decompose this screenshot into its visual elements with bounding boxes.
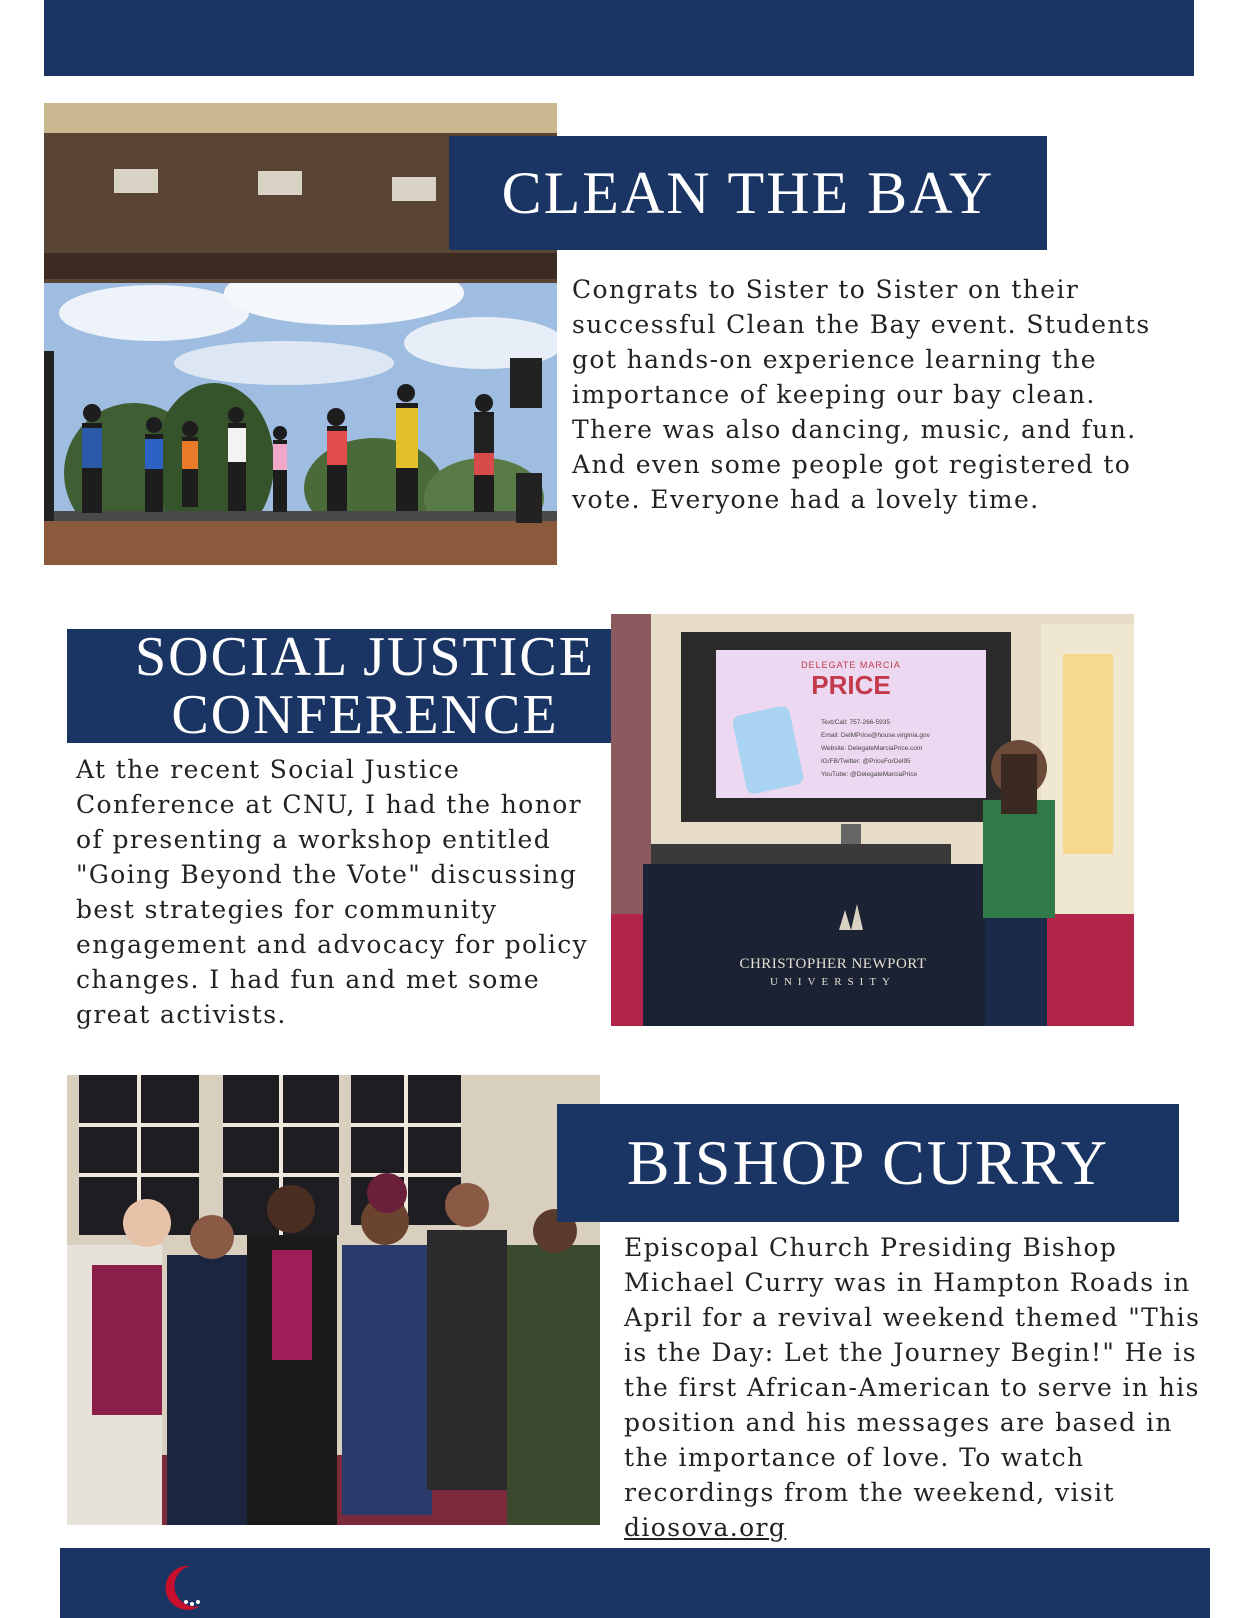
screen-line: Website: DelegateMarciaPrice.com <box>821 745 923 752</box>
footer-banner <box>60 1548 1210 1618</box>
screen-line: YouTube: @DelegateMarciaPrice <box>821 771 918 778</box>
screen-contact-lines <box>821 716 986 781</box>
clean-the-bay-title <box>449 136 1047 250</box>
bishop-curry-body-text: Episcopal Church Presiding Bishop Michael Curry was in Hampton Roads in April for a revival weekend themed "This is the Day: Let the Journey Begin!" He is the first African-American to serve in his position and his messages are based in the importance of love. To watch recordings from the weekend, visit <box>624 1233 1201 1507</box>
screen-line: Email: DelMPrice@house.virginia.gov <box>821 732 930 739</box>
screen-header: DELEGATE MARCIA <box>801 660 901 670</box>
bishop-curry-title-text: BISHOP CURRY <box>626 1127 1110 1198</box>
clean-the-bay-body: Congrats to Sister to Sister on their successful Clean the Bay event. Students got hands-on experience learning the importance of keeping our bay clean. There was also dancing, music, and fun. And even some people got registered to vote. Everyone had a lovely time. <box>572 275 1151 514</box>
bishop-curry-title <box>557 1104 1179 1222</box>
crescent-moon-icon <box>160 1562 204 1612</box>
bishop-curry-photo <box>67 1075 600 1525</box>
social-justice-title-line2: CONFERENCE <box>171 684 559 746</box>
screen-line: Text/Call: 757-266-5935 <box>821 719 891 726</box>
social-justice-title-line1: SOCIAL JUSTICE <box>135 626 595 688</box>
bishop-curry-body <box>624 1230 1214 1545</box>
tablecloth-line2: UNIVERSITY <box>770 976 896 988</box>
screen-name: PRICE <box>811 670 891 700</box>
screen-line: IG/FB/Twitter: @PriceForDel95 <box>821 758 911 765</box>
diosova-link[interactable]: diosova.org <box>624 1513 787 1542</box>
clean-the-bay-title-text: CLEAN THE BAY <box>501 160 995 226</box>
social-justice-photo <box>611 614 1134 1026</box>
tablecloth-line1: CHRISTOPHER NEWPORT <box>739 956 927 972</box>
social-justice-title <box>67 626 663 746</box>
top-banner <box>44 0 1194 76</box>
social-justice-body: At the recent Social Justice Conference at CNU, I had the honor of presenting a workshop entitled "Going Beyond the Vote" discussing best strategies for community engagement and advocacy for policy changes. I had fun and met some great activists. <box>76 755 589 1029</box>
